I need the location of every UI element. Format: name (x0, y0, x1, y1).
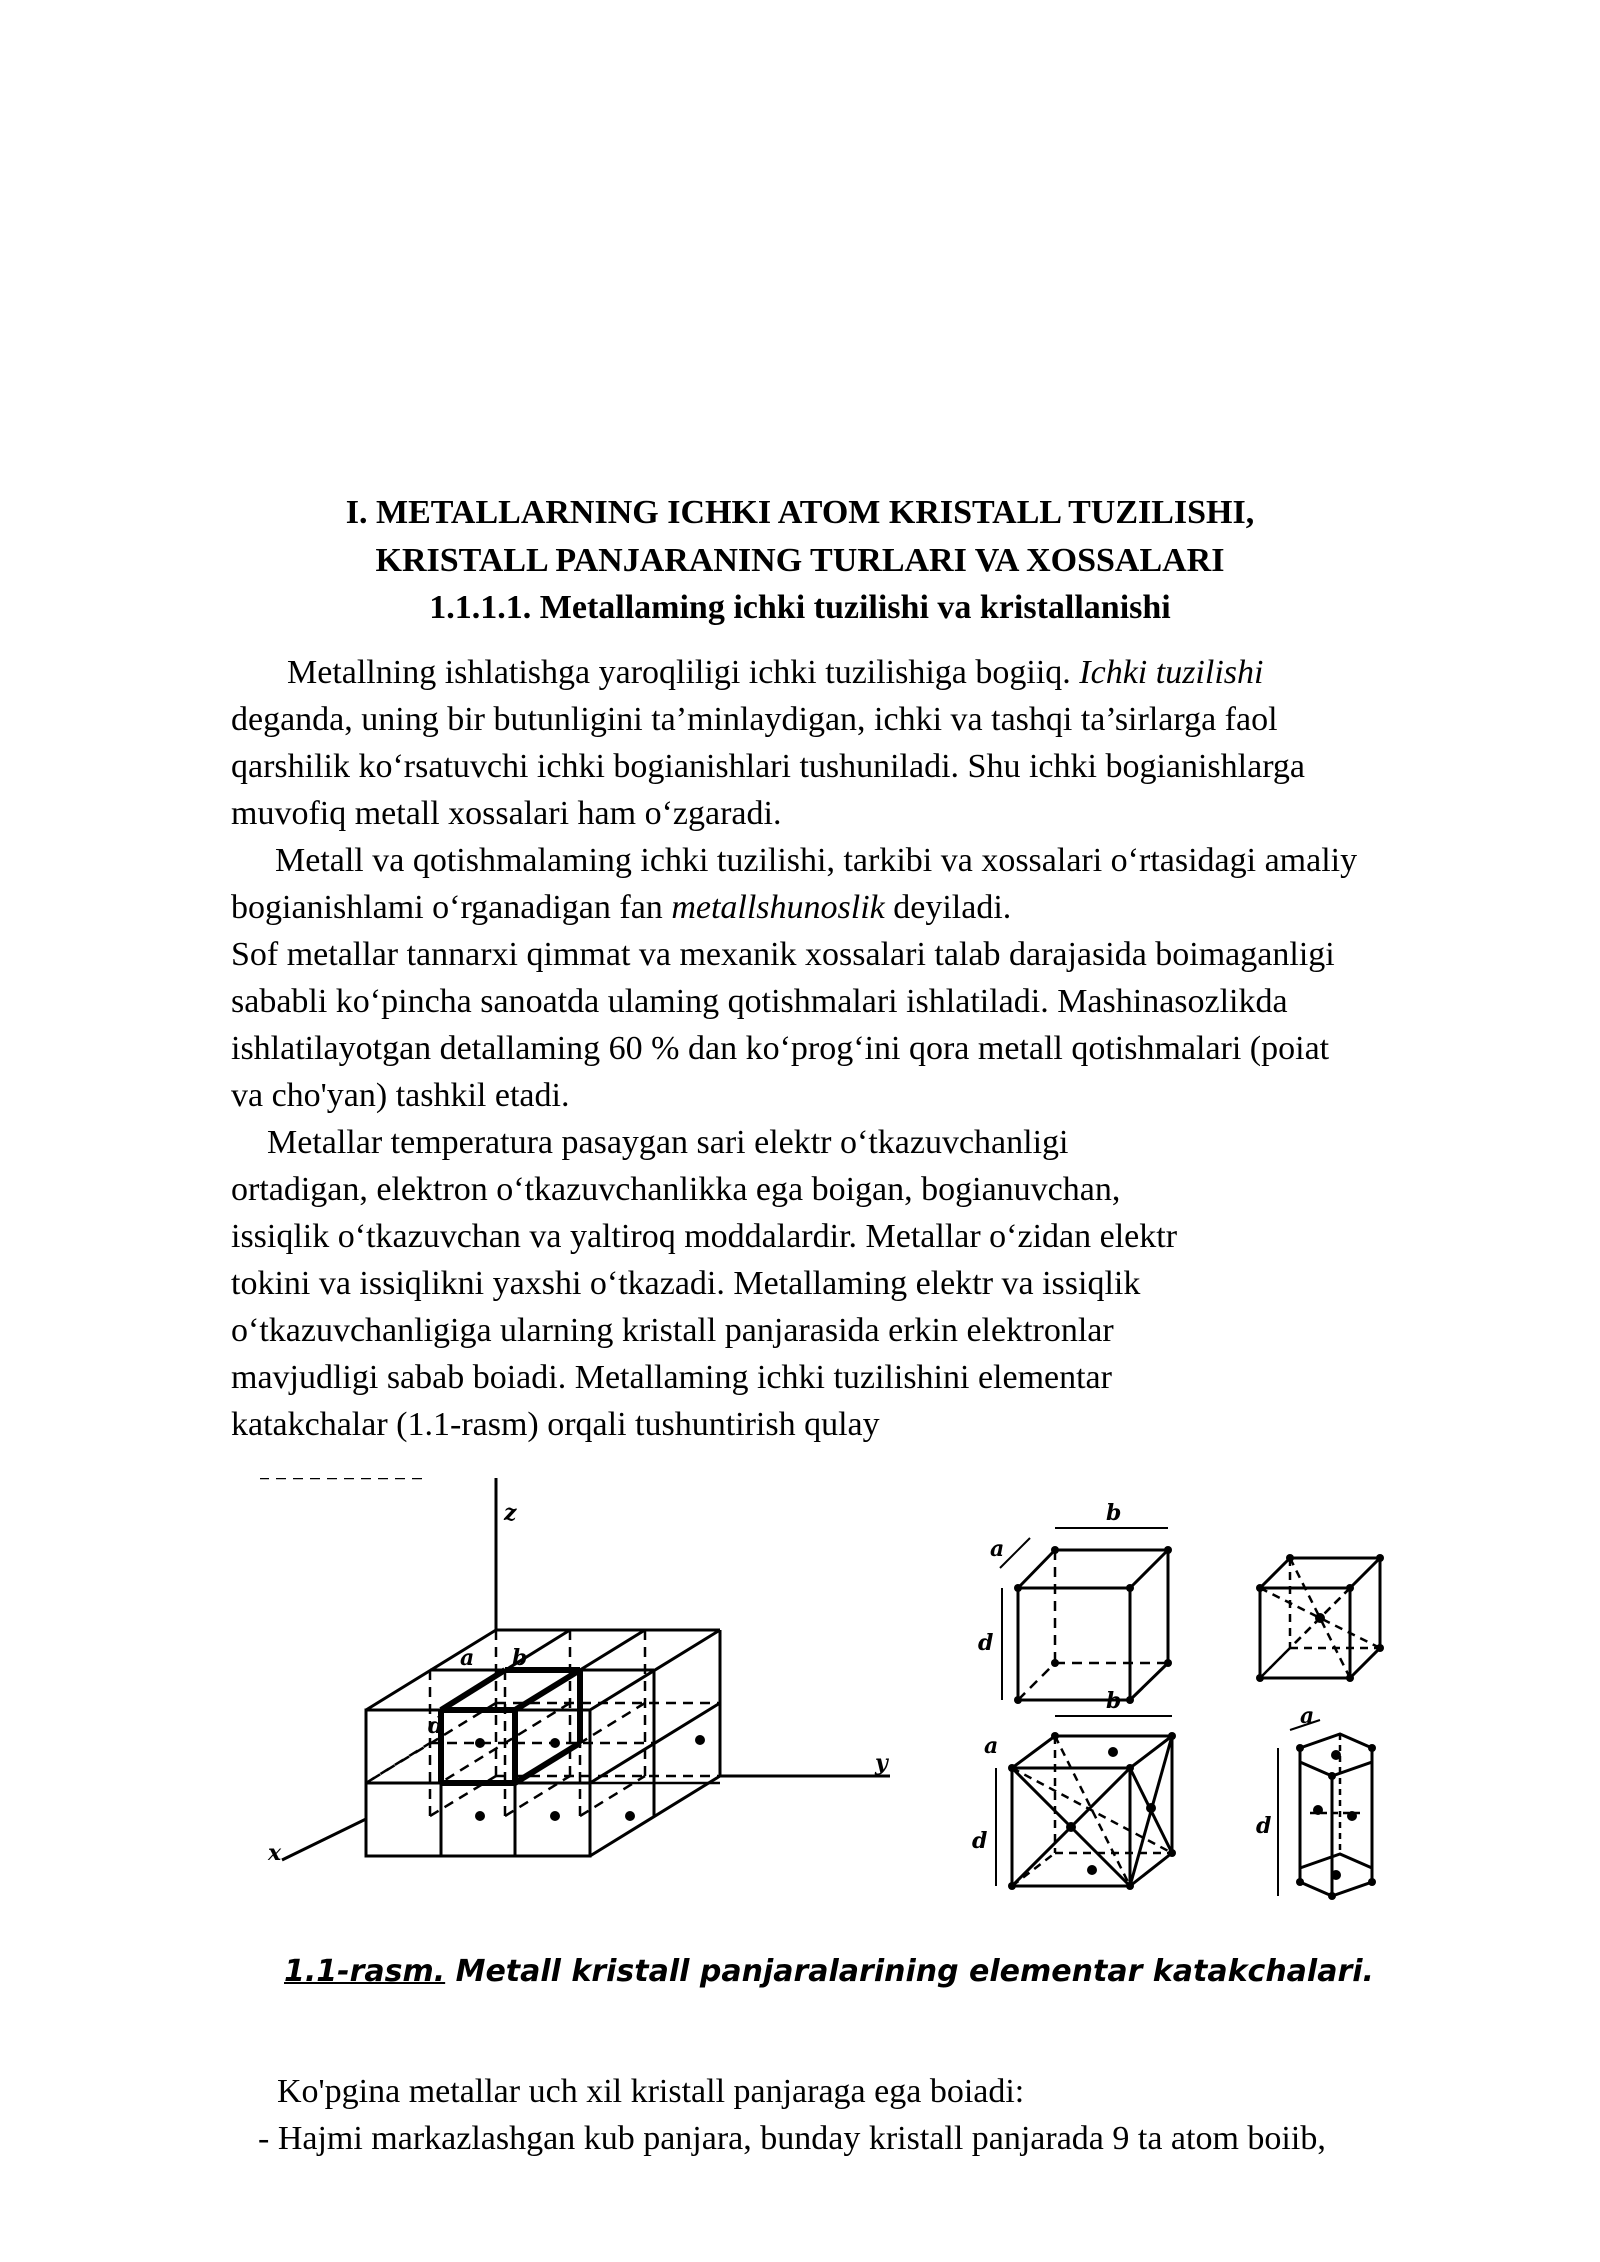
fcc-cell-label-b: b (1106, 1688, 1122, 1714)
hexagonal-cell-diagram (1256, 1703, 1376, 1900)
figure-number: 1.1-rasm. (284, 1954, 446, 1989)
simple-cell-label-d: d (978, 1630, 994, 1656)
paragraph-1-line-3: qarshilik ko‘rsatuvchi ichki bogianishlari tushuniladi. Shu ichki bogianishlarga (231, 748, 1305, 785)
fcc-cell-diagram (972, 1688, 1176, 1890)
fcc-cell-label-d: d (972, 1828, 988, 1854)
paragraph-4-line-2: ortadigan, elektron o‘tkazuvchanlikka ega boigan, bogianuvchan, (231, 1171, 1121, 1208)
x-axis-line (282, 1819, 366, 1860)
chapter-title-line-2: KRISTALL PANJARANING TURLARI VA XOSSALARI (375, 542, 1225, 579)
paragraph-4-line-4: tokini va issiqlikni yaxshi o‘tkazadi. Metallaming elektr va issiqlik (231, 1265, 1141, 1302)
paragraph-5-line-1: Ko'pgina metallar uch xil kristall panjaraga ega boiadi: (277, 2073, 1025, 2110)
list-item-bcc: - Hajmi markazlashgan kub panjara, bunday kristall panjarada 9 ta atom boiib, (258, 2120, 1326, 2157)
simple-cell-label-b: b (1106, 1500, 1122, 1526)
italic-term: metallshunoslik (671, 889, 885, 926)
paragraph-4-line-1: Metallar temperatura pasaygan sari elektr o‘tkazuvchanligi (267, 1124, 1069, 1161)
simple-cell-diagram (978, 1500, 1172, 1704)
z-axis-label: z (504, 1500, 517, 1526)
paragraph-2-line-1: Metall va qotishmalaming ichki tuzilishi, tarkibi va xossalari o‘rtasidagi amaliy (275, 842, 1358, 879)
figure-crystal-lattice-cells (260, 1478, 1490, 1998)
paragraph-4-line-5: o‘tkazuvchanligiga ularning kristall panjarasida erkin elektronlar (231, 1312, 1114, 1349)
paragraph-3-line-3: ishlatilayotgan detallaming 60 % dan ko‘prog‘ini qora metall qotishmalari (poiat (231, 1030, 1330, 1067)
paragraph-2-line-2 (231, 891, 1011, 925)
lattice-block-diagram (260, 1478, 890, 1866)
chapter-title-line-1: I. METALLARNING ICHKI ATOM KRISTALL TUZILISHI, (345, 494, 1255, 531)
italic-term: Ichki tuzilishi (1079, 654, 1264, 691)
edge-label-d: d (428, 1713, 444, 1739)
figure-caption (284, 1955, 1374, 1989)
text-run: Metallning ishlatishga yaroqliligi ichki tuzilishiga bogiiq. (287, 654, 1080, 691)
hex-cell-label-d: d (1256, 1813, 1272, 1839)
paragraph-3-line-2: sababli ko‘pincha sanoatda ulaming qotishmalari ishlatiladi. Mashinasozlikda (231, 983, 1288, 1020)
paragraph-3-line-4: va cho'yan) tashkil etadi. (231, 1077, 570, 1114)
y-axis-label: y (875, 1750, 888, 1776)
x-axis-label: x (268, 1840, 282, 1866)
paragraph-4-line-6: mavjudligi sabab boiadi. Metallaming ichki tuzilishini elementar (231, 1359, 1112, 1396)
simple-cell-label-a: a (990, 1536, 1005, 1562)
paragraph-4-line-3: issiqlik o‘tkazuvchan va yaltiroq moddalardir. Metallar o‘zidan elektr (231, 1218, 1178, 1255)
edge-label-b: b (512, 1645, 528, 1671)
figure-caption-text: Metall kristall panjaralarining elementar katakchalari. (445, 1954, 1374, 1989)
lattice-drawing (260, 1478, 1490, 1948)
paragraph-1-line-4: muvofiq metall xossalari ham o‘zgaradi. (231, 795, 782, 832)
section-title: 1.1.1.1. Metallaming ichki tuzilishi va kristallanishi (429, 589, 1171, 626)
paragraph-1-line-1 (287, 656, 1263, 690)
text-run: deyiladi. (884, 889, 1012, 926)
paragraph-3-line-1: Sof metallar tannarxi qimmat va mexanik xossalari talab darajasida boimaganligi (231, 936, 1335, 973)
hex-cell-label-a: a (1300, 1703, 1315, 1729)
text-run: bogianishlami o‘rganadigan fan (231, 889, 672, 926)
paragraph-1-line-2: deganda, uning bir butunligini ta’minlaydigan, ichki va tashqi ta’sirlarga faol (231, 701, 1278, 738)
paragraph-4-line-7: katakchalar (1.1-rasm) orqali tushuntirish qulay (231, 1406, 880, 1443)
edge-label-a: a (460, 1645, 475, 1671)
fcc-cell-label-a: a (984, 1733, 999, 1759)
bcc-cell-diagram (1256, 1554, 1384, 1682)
